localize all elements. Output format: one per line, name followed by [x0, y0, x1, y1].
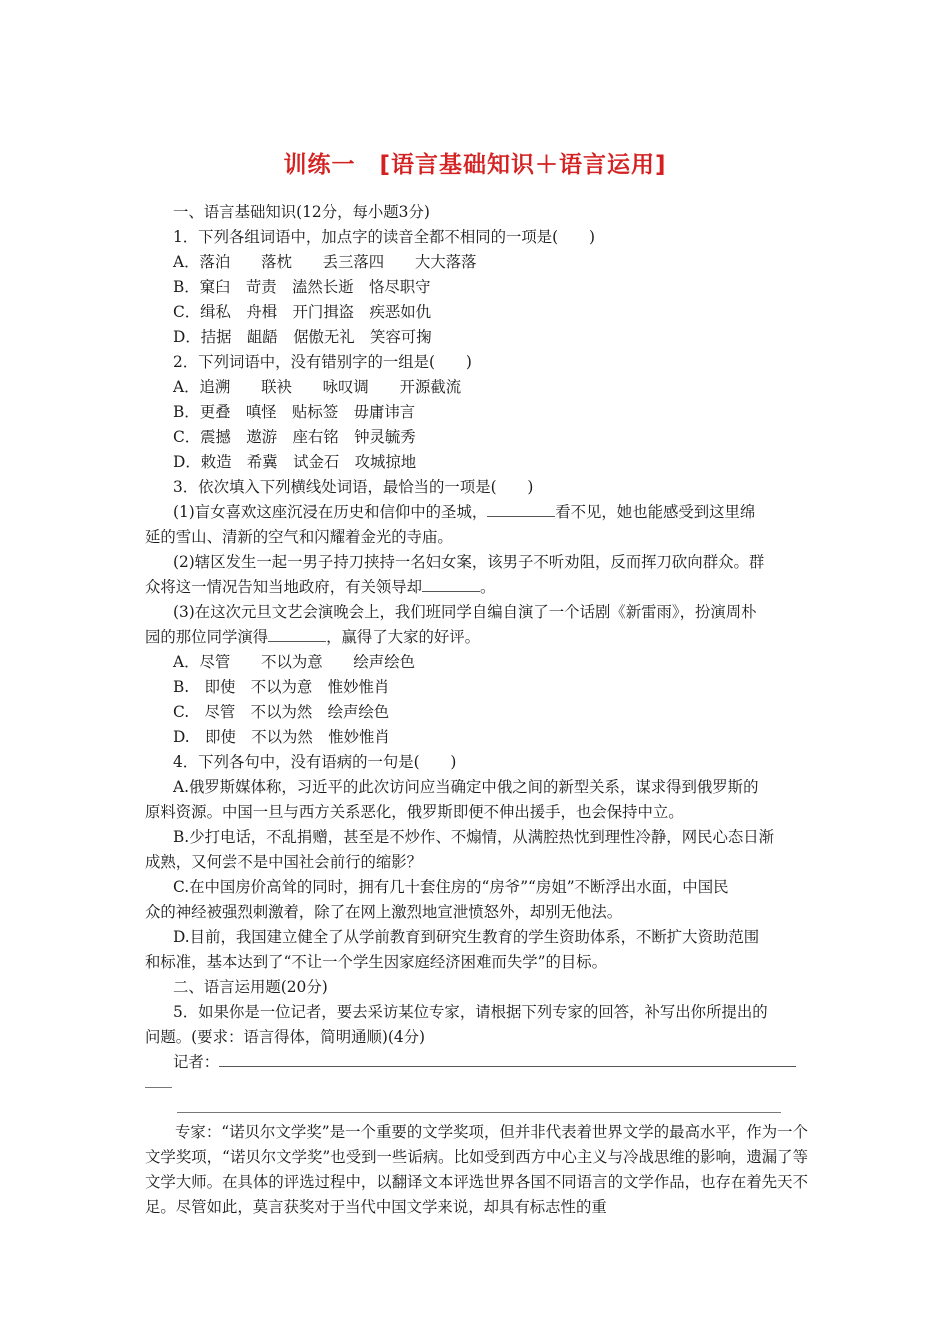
option-line: 和标准，基本达到了“不让一个学生因家庭经济困难而失学”的目标。	[145, 953, 608, 971]
option-line: C．缉私 舟楫 开门揖盗 疾恶如仇	[173, 303, 432, 321]
answer-line-continuation[interactable]	[145, 1087, 172, 1088]
option-line: A．尽管 不以为意 绘声绘色	[173, 653, 415, 671]
option-line: 成熟，又何尝不是中国社会前行的缩影？	[145, 853, 423, 871]
option-line: B.少打电话，不乱捐赠，甚至是不炒作、不煽情，从满腔热忱到理性冷静，网民心态日渐	[173, 828, 775, 846]
option-line: D.目前，我国建立健全了从学前教育到研究生教育的学生资助体系，不断扩大资助范围	[173, 928, 760, 946]
question-stem: 问题。(要求：语言得体，简明通顺)(4分)	[145, 1028, 426, 1046]
answer-line[interactable]	[219, 1052, 796, 1067]
option-line: A.俄罗斯媒体称，习近平的此次访问应当确定中俄之间的新型关系，谋求得到俄罗斯的	[173, 778, 759, 796]
question-stem: 2．下列词语中，没有错别字的一组是( )	[173, 353, 472, 371]
blank-line	[487, 502, 555, 517]
option-line: D. 即使 不以为然 惟妙惟肖	[173, 728, 390, 746]
question-stem: 4．下列各句中，没有语病的一句是( )	[173, 753, 457, 771]
question-stem: 5．如果你是一位记者，要去采访某位专家，请根据下列专家的回答，补写出你所提出的	[173, 1003, 768, 1021]
sentence-line: 延的雪山、清新的空气和闪耀着金光的寺庙。	[145, 528, 453, 546]
sentence-line	[145, 625, 808, 650]
option-line: C. 尽管 不以为然 绘声绘色	[173, 703, 390, 721]
sentence-text: 。	[480, 578, 496, 596]
questions-body	[145, 200, 808, 1075]
page-title: 训练一 [语言基础知识＋语言运用]	[283, 152, 667, 178]
section-heading: 二、语言运用题(20分)	[173, 978, 328, 996]
sentence-line	[145, 575, 808, 600]
option-line: B．窠臼 苛责 溘然长逝 恪尽职守	[173, 278, 431, 296]
question-stem: 3．依次填入下列横线处词语，最恰当的一项是( )	[173, 478, 534, 496]
option-line: 原料资源。中国一旦与西方关系恶化，俄罗斯即便不伸出援手，也会保持中立。	[145, 803, 684, 821]
question-stem: 1．下列各组词语中，加点字的读音全都不相同的一项是( )	[173, 228, 595, 246]
option-line: C.在中国房价高耸的同时，拥有几十套住房的“房爷”“房姐”不断浮出水面，中国民	[173, 878, 729, 896]
sentence-line: (2)辖区发生一起一男子持刀挟持一名妇女案，该男子不听劝阻，反而挥刀砍向群众。群	[173, 553, 765, 571]
blank-line	[422, 577, 480, 592]
option-line: B．更叠 嗔怪 贴标签 毋庸讳言	[173, 403, 416, 421]
option-line: D．敕造 希冀 试金石 攻城掠地	[173, 453, 417, 471]
reporter-line	[173, 1050, 808, 1075]
answer-line-second[interactable]	[177, 1112, 781, 1113]
option-line: D．拮据 龃龉 倨傲无礼 笑容可掬	[173, 328, 432, 346]
section-heading: 一、语言基础知识(12分，每小题3分)	[173, 203, 430, 221]
blank-line	[268, 627, 326, 642]
option-line: 众的神经被强烈刺激着，除了在网上激烈地宣泄愤怒外，却别无他法。	[145, 903, 623, 921]
sentence-text: 看不见，她也能感受到这里绵	[555, 503, 756, 521]
sentence-line	[173, 500, 808, 525]
expert-paragraph: 专家：“诺贝尔文学奖”是一个重要的文学奖项，但并非代表着世界文学的最高水平，作为一个文学奖项，“诺贝尔文学奖”也受到一些诟病。比如受到西方中心主义与冷战思维的影响，遗漏了等文学大师。在具体的评选过程中，以翻译文本评选世界各国不同语言的文学作品，也存在着先天不足。尽管如此，莫言获奖对于当代中国文学来说，却具有标志性的重	[145, 1123, 808, 1216]
option-line: B. 即使 不以为意 惟妙惟肖	[173, 678, 390, 696]
reporter-label: 记者：	[173, 1053, 220, 1071]
option-line: A．落泊 落枕 丢三落四 大大落落	[173, 253, 477, 271]
option-line: A．追溯 联袂 咏叹调 开源截流	[173, 378, 462, 396]
option-line: C．震撼 遨游 座右铭 钟灵毓秀	[173, 428, 416, 446]
sentence-line: (3)在这次元旦文艺会演晚会上，我们班同学自编自演了一个话剧《新雷雨》，扮演周朴	[173, 603, 757, 621]
sentence-text: 园的那位同学演得	[145, 628, 269, 646]
sentence-text: 众将这一情况告知当地政府，有关领导却	[145, 578, 423, 596]
sentence-text: (1)盲女喜欢这座沉浸在历史和信仰中的圣城，	[173, 503, 488, 521]
sentence-text: ，赢得了大家的好评。	[326, 628, 481, 646]
